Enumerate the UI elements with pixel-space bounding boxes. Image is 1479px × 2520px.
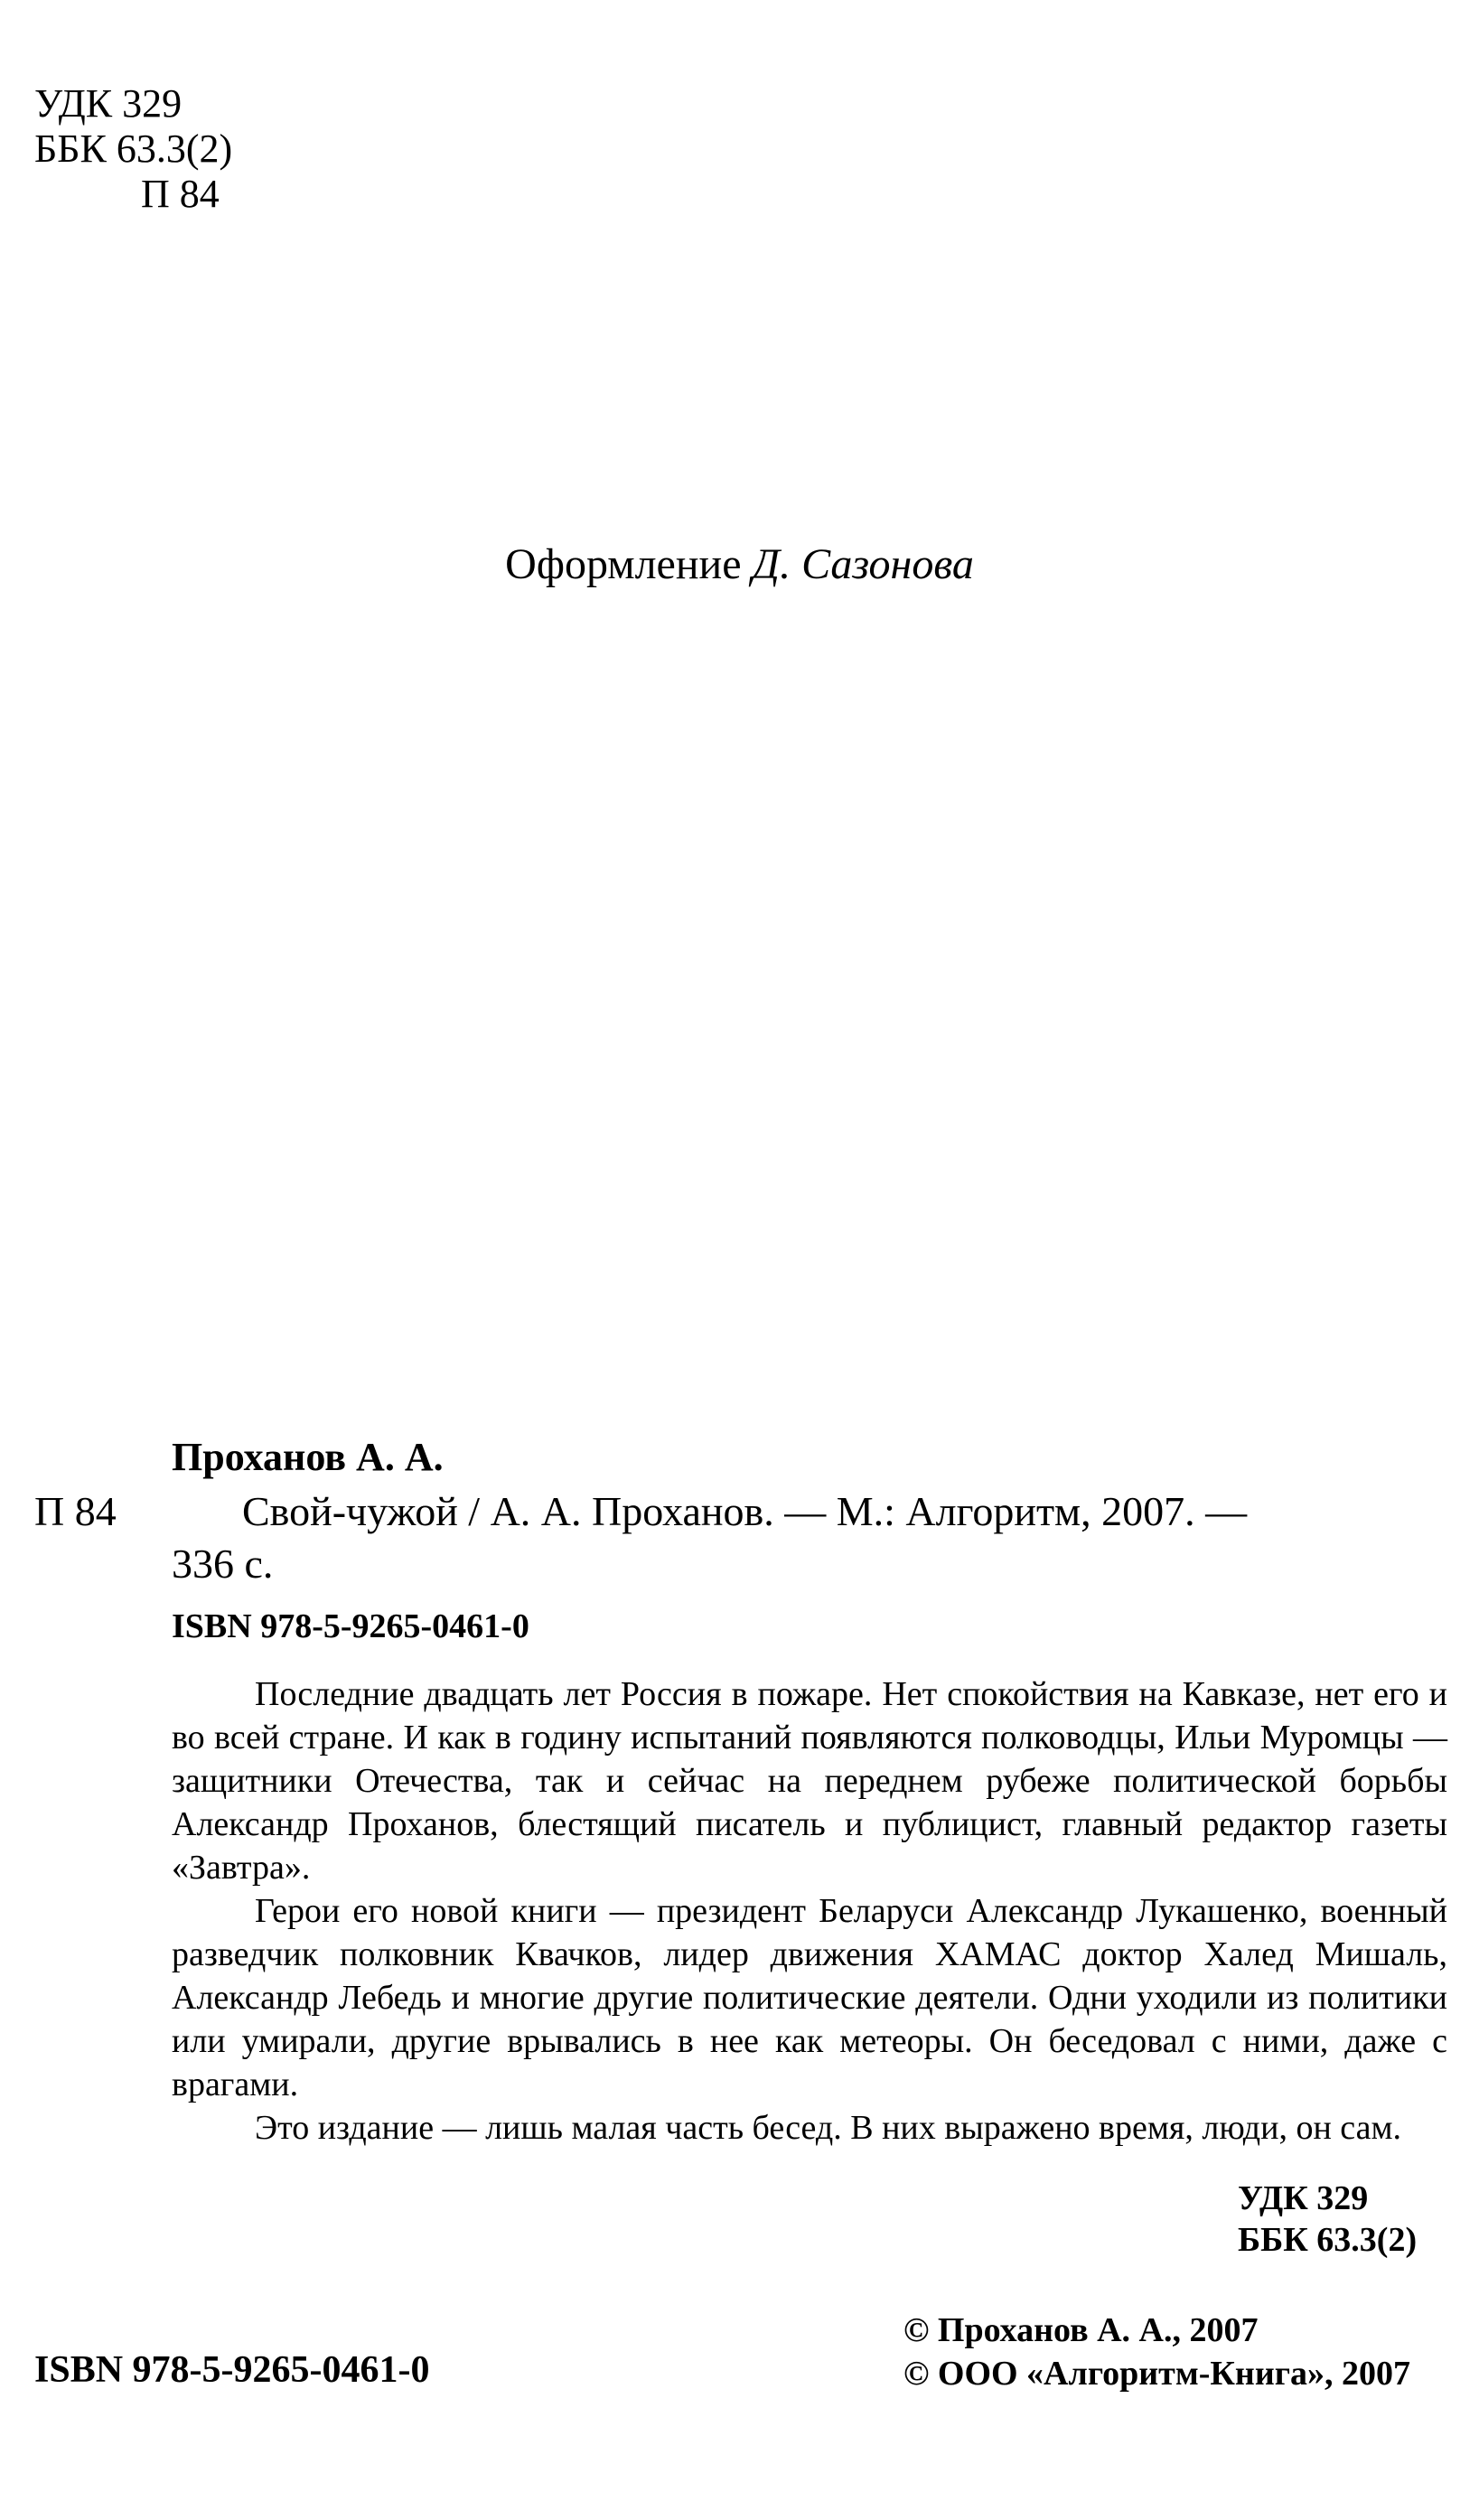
- annotation-paragraph: Последние двадцать лет Россия в пожаре. Нет спокойствия на Кавказе, нет его и во всей стране. И как в годину испытаний появляются полководцы, Ильи Муромцы — защитники Отечества, так и сейчас на переднем рубеже политической борьбы Александр Проханов, блестящий писатель и публицист, главный редактор газеты «Завтра».: [172, 1675, 1447, 1887]
- top-classification: [34, 81, 232, 217]
- right-classification: [1238, 2178, 1417, 2261]
- copyright-publisher: © ООО «Алгоритм-Книга», 2007: [903, 2355, 1410, 2393]
- udk-code: УДК 329: [1238, 2179, 1369, 2217]
- annotation-paragraph: Герои его новой книги — президент Беларуси Александр Лукашенко, военный разведчик полковник Квачков, лидер движения ХАМАС доктор Халед Мишаль, Александр Лебедь и многие другие политические деятели. Одни уходили из политики или умирали, другие врывались в нее как метеоры. Он беседовал с ними, даже с врагами.: [172, 1892, 1447, 2103]
- designer-name: Д. Сазонова: [752, 540, 974, 588]
- udk-code: УДК 329: [34, 81, 183, 126]
- author-heading: Проханов А. А.: [172, 1435, 444, 1479]
- bbk-code: ББК 63.3(2): [34, 126, 233, 171]
- annotation: [172, 1672, 1447, 2150]
- bbk-code: ББК 63.3(2): [1238, 2221, 1418, 2259]
- design-credit: [0, 538, 1479, 592]
- isbn-footer: ISBN 978-5-9265-0461-0: [34, 2349, 430, 2391]
- design-credit-label: Оформление: [505, 540, 742, 588]
- author-sign: П 84: [141, 172, 220, 216]
- annotation-paragraph: Это издание — лишь малая часть бесед. В них выражено время, люди, он сам.: [255, 2109, 1402, 2147]
- isbn-record: ISBN 978-5-9265-0461-0: [172, 1607, 529, 1645]
- copyright-author: © Проханов А. А., 2007: [903, 2311, 1259, 2349]
- page-count: 336 с.: [172, 1541, 274, 1587]
- title-statement: Свой-чужой / А. А. Проханов. — М.: Алгоритм, 2007. —: [242, 1488, 1248, 1534]
- author-sign-left: П 84: [34, 1488, 117, 1534]
- copyright-block: [903, 2309, 1410, 2395]
